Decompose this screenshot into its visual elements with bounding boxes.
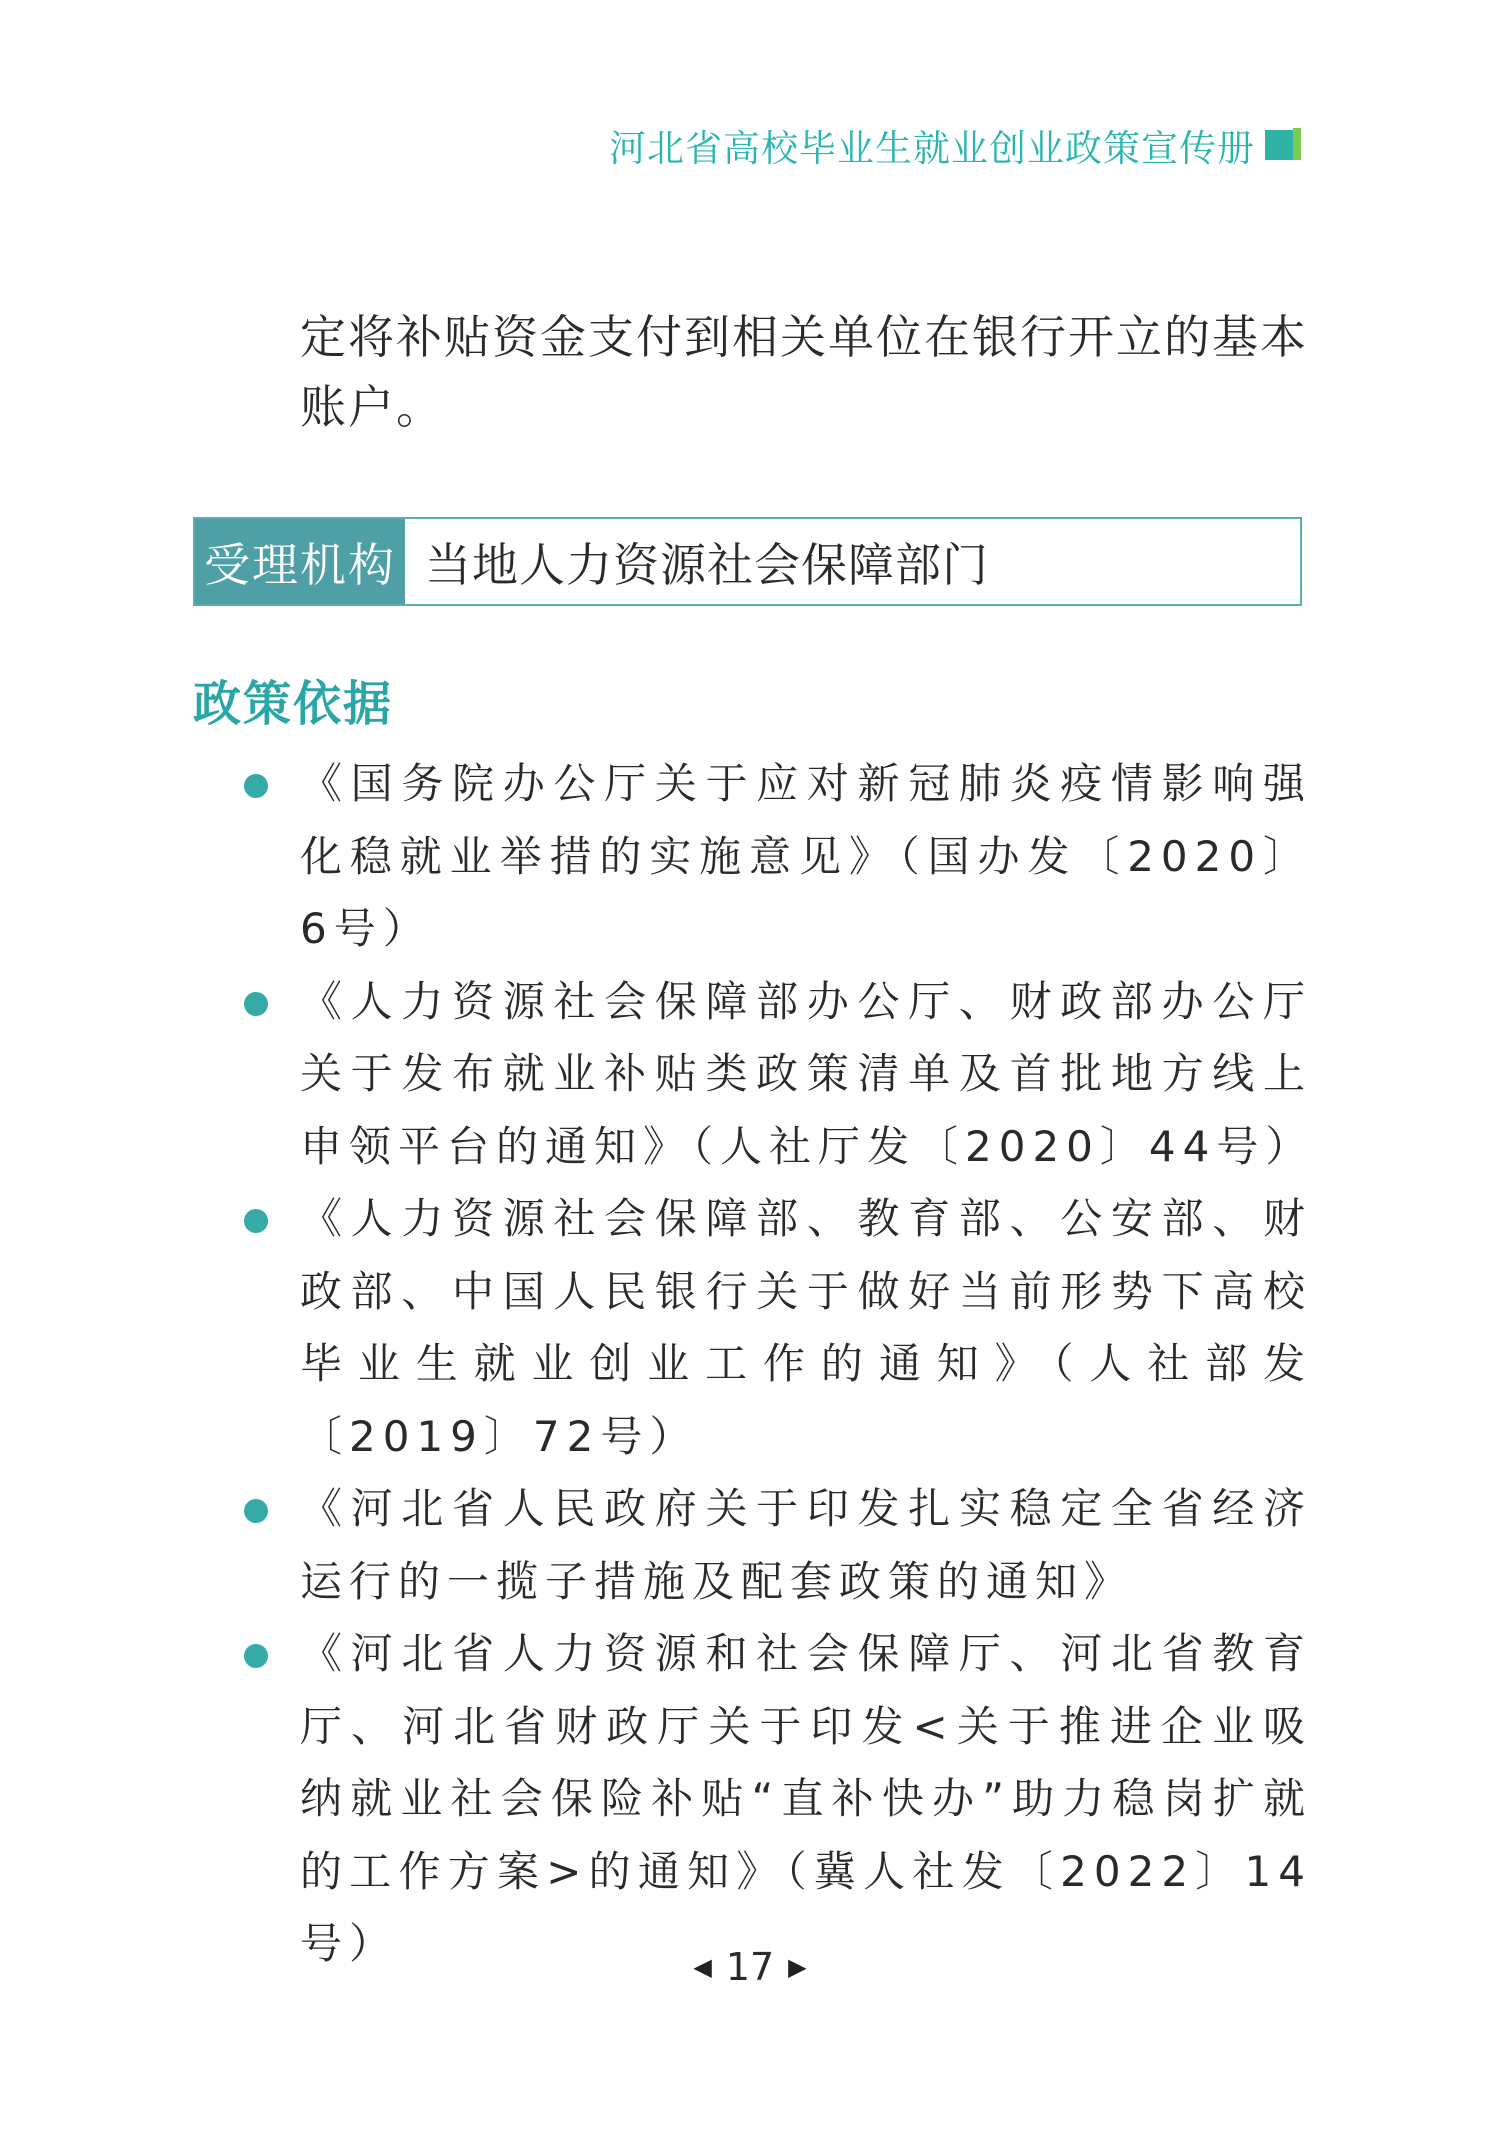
agency-box	[193, 517, 1302, 606]
policy-document-title: 《国务院办公厅关于应对新冠肺炎疫情影响强化稳就业举措的实施意见》（国办发〔2020〕6号）	[300, 759, 1312, 953]
bullet-icon	[244, 774, 268, 798]
triangle-left-icon[interactable]: ◀	[693, 1953, 712, 1981]
list-item	[244, 1183, 1312, 1473]
bullet-icon	[244, 1499, 268, 1523]
agency-value: 当地人力资源社会保障部门	[425, 537, 989, 592]
page-header	[609, 118, 1303, 172]
bullet-icon	[244, 992, 268, 1016]
policy-basis-list	[244, 748, 1315, 1981]
page-number: 17	[725, 1945, 775, 1989]
policy-document-title: 《人力资源社会保障部、教育部、公安部、财政部、中国人民银行关于做好当前形势下高校毕业生就业创业工作的通知》（人社部发〔2019〕72号）	[300, 1194, 1312, 1461]
list-item	[244, 748, 1312, 966]
policy-document-title: 《河北省人民政府关于印发扎实稳定全省经济运行的一揽子措施及配套政策的通知》	[300, 1484, 1312, 1606]
list-item	[244, 966, 1315, 1184]
bullet-icon	[244, 1644, 268, 1668]
policy-document-title: 《河北省人力资源和社会保障厅、河北省教育厅、河北省财政厅关于印发<关于推进企业吸纳就业社会保险补贴“直补快办”助力稳岗扩就的工作方案>的通知》（冀人社发〔2022〕14号）	[300, 1629, 1312, 1968]
triangle-right-icon[interactable]: ▶	[788, 1953, 807, 1981]
brand-square-teal	[1265, 130, 1293, 160]
list-item	[244, 1473, 1312, 1618]
agency-label: 受理机构	[195, 519, 405, 604]
bullet-icon	[244, 1209, 268, 1233]
list-item	[244, 1618, 1312, 1981]
brand-square-icon	[1265, 128, 1303, 162]
brand-square-green	[1293, 128, 1301, 160]
intro-paragraph: 定将补贴资金支付到相关单位在银行开立的基本账户。	[300, 310, 1308, 434]
brochure-title: 河北省高校毕业生就业创业政策宣传册	[609, 127, 1255, 170]
policy-document-title: 《人力资源社会保障部办公厅、财政部办公厅关于发布就业补贴类政策清单及首批地方线上申领平台的通知》（人社厅发〔2020〕44号）	[300, 976, 1315, 1171]
page-footer	[0, 1945, 1500, 1989]
policy-basis-heading: 政策依据	[193, 676, 394, 732]
